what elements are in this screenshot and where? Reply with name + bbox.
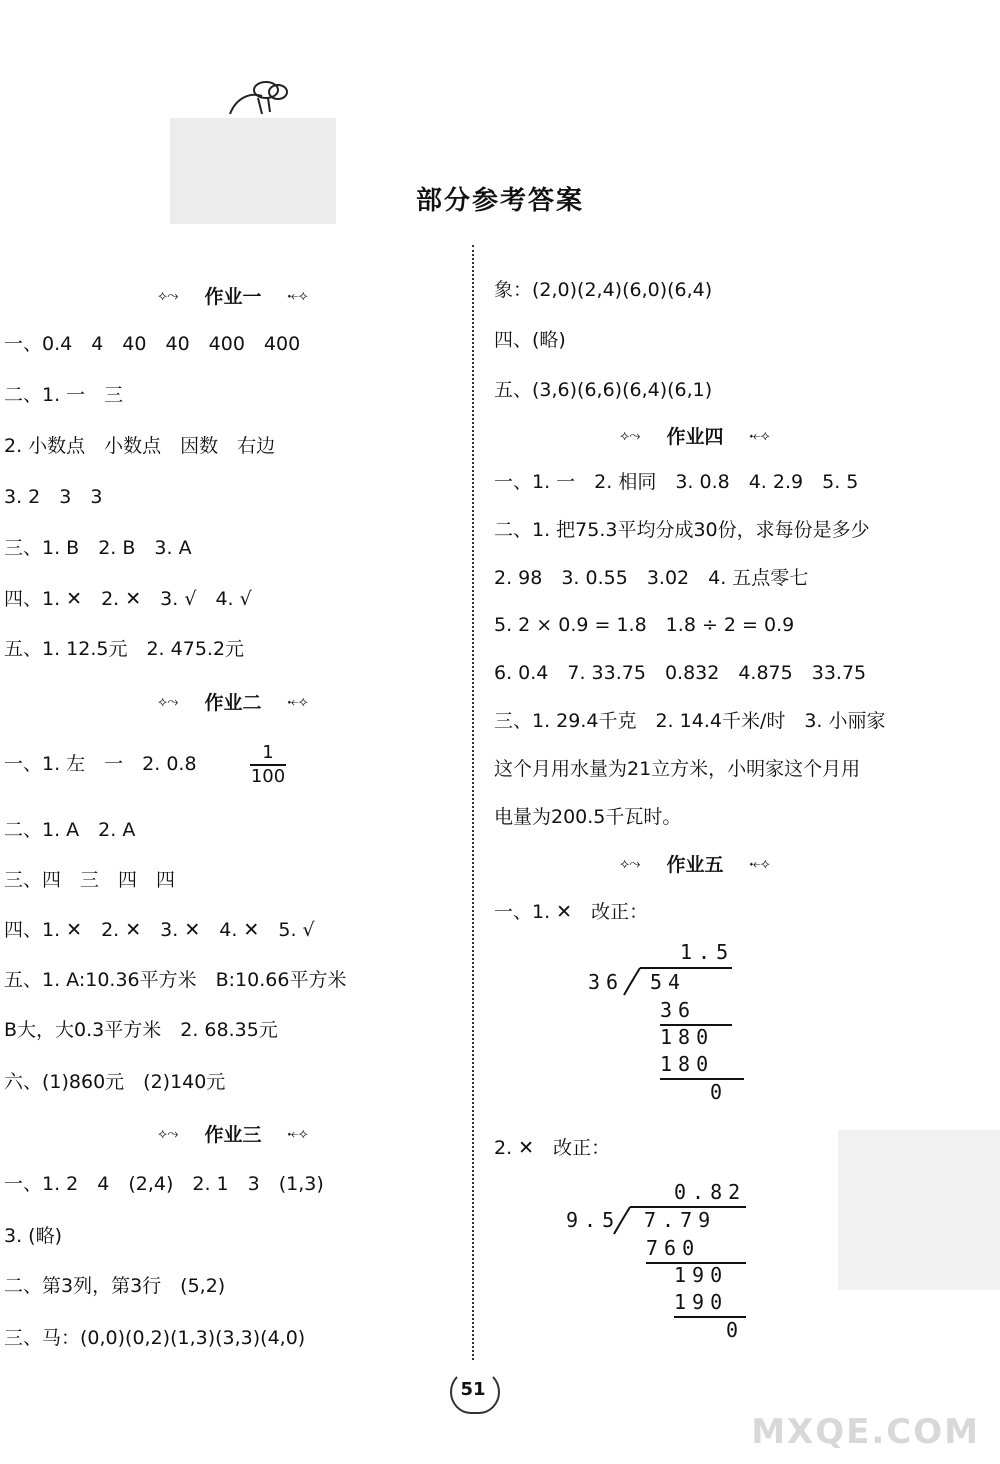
answer-line: 一、1. 一 2. 相同 3. 0.8 4. 2.9 5. 5 xyxy=(494,471,859,493)
answer-line: B大，大0.3平方米 2. 68.35元 xyxy=(4,1019,278,1041)
answer-line: 3. (略) xyxy=(4,1225,62,1247)
division-step: 190 xyxy=(674,1263,729,1287)
long-division-2 xyxy=(566,1180,766,1350)
section-header-1: ⟡⤳ 作业一 ⤝⟡ xyxy=(158,286,308,308)
answer-line: 四、(略) xyxy=(494,329,566,351)
ornament-icon: ⤝⟡ xyxy=(287,1125,308,1142)
answer-line: 6. 0.4 7. 33.75 0.832 4.875 33.75 xyxy=(494,662,867,684)
division-dividend: 7.79 xyxy=(644,1208,717,1232)
division-bar xyxy=(640,967,732,969)
page-title: 部分参考答案 xyxy=(415,186,584,216)
ornament-icon: ⤝⟡ xyxy=(749,427,770,444)
column-divider xyxy=(472,245,474,1360)
section-header-3: ⟡⤳ 作业三 ⤝⟡ xyxy=(158,1124,308,1146)
division-quotient: 0.82 xyxy=(674,1180,747,1204)
answer-line: 2. 98 3. 0.55 3.02 4. 五点零七 xyxy=(494,567,809,589)
ornament-icon: ⤝⟡ xyxy=(287,287,308,304)
division-step: 180 xyxy=(660,1052,715,1076)
division-quotient: 1.5 xyxy=(680,940,735,964)
division-dividend: 54 xyxy=(650,970,687,994)
answer-line: 二、1. 一 三 xyxy=(4,384,124,406)
chef-hat-icon xyxy=(222,74,302,124)
answer-line: 一、1. 2 4 (2,4) 2. 1 3 (1,3) xyxy=(4,1173,324,1195)
answer-line: 2. 小数点 小数点 因数 右边 xyxy=(4,435,276,457)
answer-line: 五、(3,6)(6,6)(6,4)(6,1) xyxy=(494,379,713,401)
fraction-numerator: 1 xyxy=(262,742,274,763)
answer-line: 六、(1)860元 (2)140元 xyxy=(4,1071,226,1093)
answer-line: 5. 2 × 0.9 = 1.8 1.8 ÷ 2 = 0.9 xyxy=(494,614,795,636)
ornament-icon: ⤝⟡ xyxy=(287,693,308,710)
answer-line: 三、1. B 2. B 3. A xyxy=(4,537,192,559)
answer-line: 三、马：(0,0)(0,2)(1,3)(3,3)(4,0) xyxy=(4,1327,306,1349)
answer-line: 2. ✕ 改正： xyxy=(494,1137,611,1159)
ornament-icon: ⟡⤳ xyxy=(158,287,179,304)
long-division-1 xyxy=(588,940,758,1110)
fraction xyxy=(250,742,286,788)
division-step: 36 xyxy=(660,998,697,1022)
answer-line: 三、四 三 四 四 xyxy=(4,869,176,891)
division-divisor: 9.5 xyxy=(566,1208,621,1232)
answer-line: 象：(2,0)(2,4)(6,0)(6,4) xyxy=(494,279,713,301)
answer-line: 3. 2 3 3 xyxy=(4,486,103,508)
division-remainder: 0 xyxy=(710,1080,729,1104)
division-step: 180 xyxy=(660,1025,715,1049)
answer-line: 电量为200.5千瓦时。 xyxy=(494,806,682,828)
ornament-icon: ⟡⤳ xyxy=(158,693,179,710)
answer-line: 四、1. ✕ 2. ✕ 3. ✕ 4. ✕ 5. √ xyxy=(4,919,315,941)
answer-line: 一、1. ✕ 改正： xyxy=(494,901,649,923)
answer-line: 一、0.4 4 40 40 400 400 xyxy=(4,333,301,355)
division-step: 760 xyxy=(646,1236,701,1260)
watermark: MXQE.COM xyxy=(751,1412,980,1452)
division-bracket-icon xyxy=(622,967,642,997)
ornament-icon: ⟡⤳ xyxy=(620,855,641,872)
division-step: 190 xyxy=(674,1290,729,1314)
ornament-icon: ⟡⤳ xyxy=(620,427,641,444)
decorative-gray-box xyxy=(838,1130,1000,1290)
fraction-denominator: 100 xyxy=(250,766,286,787)
section-header-2: ⟡⤳ 作业二 ⤝⟡ xyxy=(158,692,308,714)
answer-line: 三、1. 29.4千克 2. 14.4千米/时 3. 小丽家 xyxy=(494,710,886,732)
section-header-4: ⟡⤳ 作业四 ⤝⟡ xyxy=(620,426,770,448)
answer-line: 二、1. 把75.3平均分成30份，求每份是多少 xyxy=(494,519,870,541)
answer-line: 五、1. A:10.36平方米 B:10.66平方米 xyxy=(4,969,347,991)
division-divisor: 36 xyxy=(588,970,625,994)
answer-line: 这个月用水量为21立方米，小明家这个月用 xyxy=(494,758,861,780)
division-bracket-icon xyxy=(612,1206,632,1236)
section-header-5: ⟡⤳ 作业五 ⤝⟡ xyxy=(620,854,770,876)
answer-line: 二、1. A 2. A xyxy=(4,819,136,841)
division-remainder: 0 xyxy=(726,1318,745,1342)
answer-line: 二、第3列，第3行 (5,2) xyxy=(4,1275,226,1297)
page-number: 51 xyxy=(460,1379,486,1400)
answer-line: 五、1. 12.5元 2. 475.2元 xyxy=(4,638,245,660)
answer-line: 四、1. ✕ 2. ✕ 3. √ 4. √ xyxy=(4,588,252,610)
answer-line: 一、1. 左 一 2. 0.8 xyxy=(4,753,197,775)
division-rule xyxy=(660,1078,744,1080)
ornament-icon: ⟡⤳ xyxy=(158,1125,179,1142)
ornament-icon: ⤝⟡ xyxy=(749,855,770,872)
